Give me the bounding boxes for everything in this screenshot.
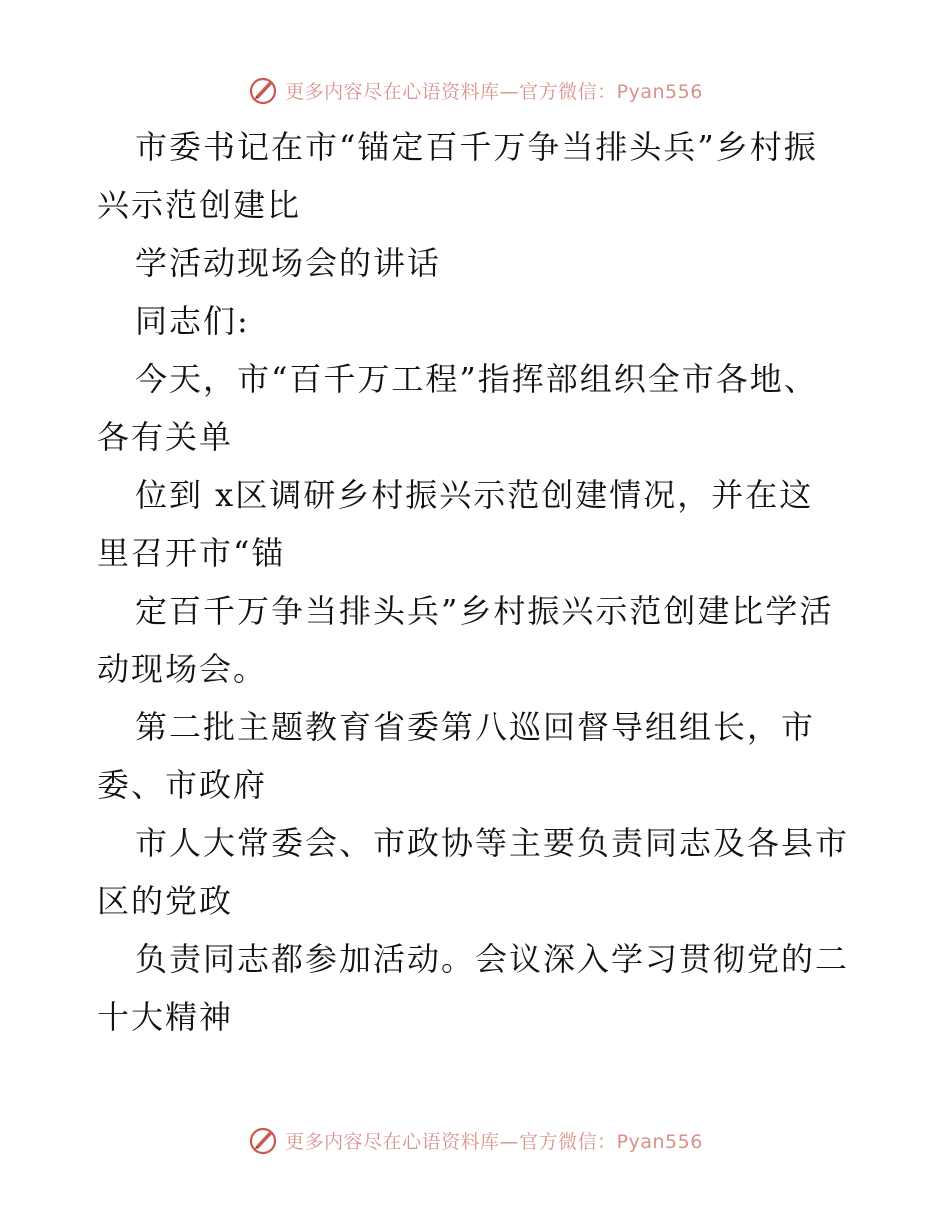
- text-line: 定百千万争当排头兵”乡村振兴示范创建比学活: [135, 592, 834, 630]
- watermark-text: 更多内容尽在心语资料库—官方微信：Pyan556: [285, 80, 703, 103]
- watermark-text: 更多内容尽在心语资料库—官方微信：Pyan556: [285, 1130, 703, 1153]
- text-line: 里召开市“锚: [97, 534, 286, 572]
- text-line: 动现场会。: [97, 650, 268, 688]
- text-line: 各有关单: [97, 418, 234, 456]
- text-line: 十大精神: [97, 998, 234, 1036]
- footer-watermark: [0, 1122, 950, 1158]
- header-watermark: [0, 72, 950, 108]
- text-line: 兴示范创建比: [97, 186, 302, 224]
- text-line: 第二批主题教育省委第八巡回督导组组长，市: [135, 708, 816, 746]
- text-line: 区的党政: [97, 882, 234, 920]
- quill-logo-icon: [247, 74, 279, 106]
- text-line: 今天，市“百千万工程”指挥部组织全市各地、: [135, 360, 818, 398]
- text-line: 市委书记在市“锚定百千万争当排头兵”乡村振: [135, 128, 818, 166]
- text-line: 同志们:: [135, 302, 250, 340]
- text-line: 委、市政府: [97, 766, 268, 804]
- text-line: 负责同志都参加活动。会议深入学习贯彻党的二: [135, 940, 850, 978]
- document-body: [97, 118, 857, 1046]
- text-line: 学活动现场会的讲话: [135, 244, 442, 282]
- quill-logo-icon: [247, 1124, 279, 1156]
- text-line: 市人大常委会、市政协等主要负责同志及各县市: [135, 824, 850, 862]
- text-line: 位到 x区调研乡村振兴示范创建情况，并在这: [135, 476, 814, 514]
